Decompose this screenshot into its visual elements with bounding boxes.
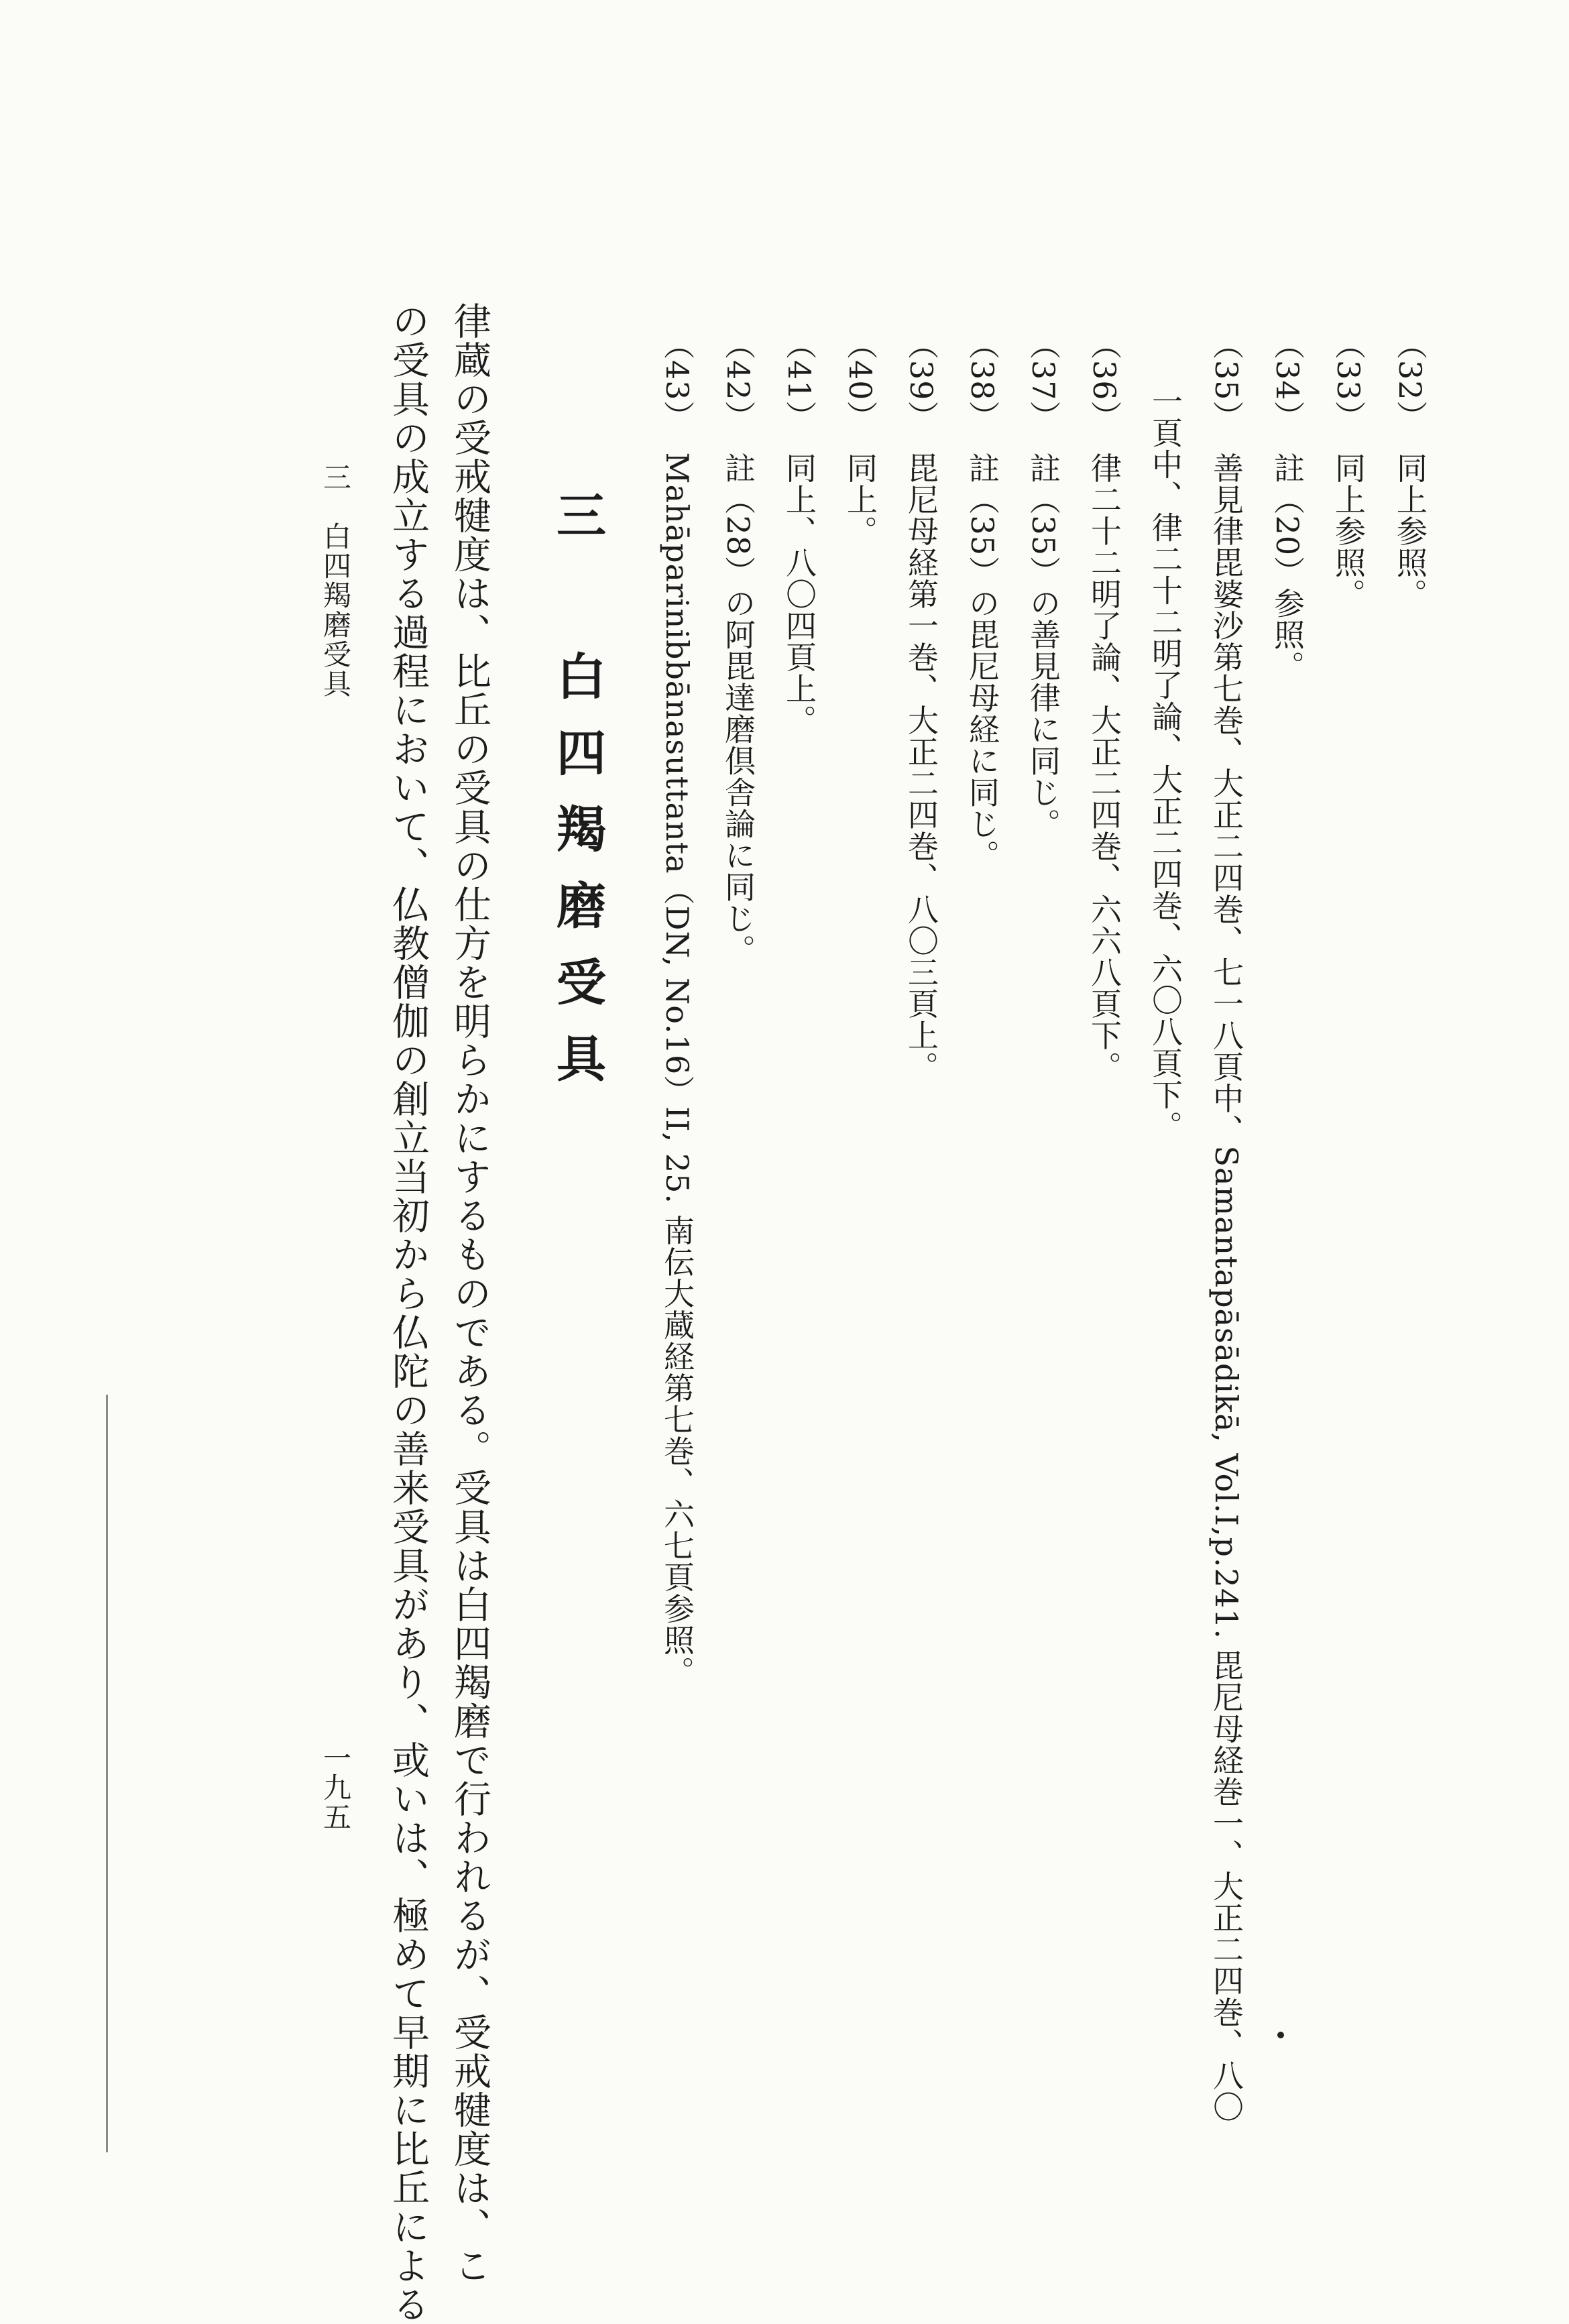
note-text: 一頁中、律二十二明了論、大正二四巻、六〇八頁下。 — [1147, 386, 1183, 1142]
note-number: （38） — [964, 329, 1000, 432]
note-text: 同上参照。 — [1392, 452, 1428, 610]
note-number: （36） — [1086, 329, 1122, 432]
note-text: 同上、八〇四頁上。 — [781, 452, 817, 736]
note-number: （33） — [1330, 329, 1367, 432]
body-paragraph-line-1: 律蔵の受戒犍度は、比丘の受具の仕方を明らかにするものである。受具は白四羯磨で行われるが、受戒犍度は、こ — [448, 302, 491, 2285]
binding-edge-line — [106, 1395, 108, 2152]
note-text: 律二十二明了論、大正二四巻、六六八頁下。 — [1086, 452, 1122, 1083]
section-heading: 三 白四羯磨受具 — [548, 489, 606, 1109]
note-text: 註（35）の善見律に同じ。 — [1025, 452, 1061, 840]
note-number: （34） — [1269, 329, 1305, 432]
note-number: （42） — [720, 329, 756, 432]
note-number: （41） — [781, 329, 817, 432]
note-number: （39） — [903, 329, 939, 432]
note-text: 註（35）の毘尼母経に同じ。 — [964, 452, 1000, 872]
note-35-continued — [1147, 386, 1183, 1142]
note-text: Mahāparinibbānasuttanta（DN, No.16）II, 25. 南伝大蔵経第七巻、六七頁参照。 — [659, 452, 695, 1688]
note-40 — [842, 329, 878, 547]
note-number: （35） — [1208, 329, 1244, 432]
note-text: 毘尼母経第一巻、大正二四巻、八〇三頁上。 — [903, 452, 939, 1083]
running-section-title: 三 白四羯磨受具 — [319, 463, 352, 699]
note-number: （43） — [659, 329, 695, 432]
page-number: 一九五 — [319, 1743, 352, 1832]
note-38 — [964, 329, 1000, 872]
note-number: （32） — [1392, 329, 1428, 432]
note-36 — [1086, 329, 1122, 1083]
scan-speck — [1277, 2032, 1284, 2038]
note-text: 註（28）の阿毘達磨倶舎論に同じ。 — [720, 452, 756, 966]
note-42 — [720, 329, 756, 966]
note-41 — [781, 329, 817, 736]
note-35 — [1208, 329, 1244, 2123]
note-37 — [1025, 329, 1061, 840]
note-text: 同上参照。 — [1330, 452, 1367, 610]
note-text: 註（20）参照。 — [1269, 452, 1305, 683]
note-number: （40） — [842, 329, 878, 432]
note-32 — [1392, 329, 1428, 610]
note-number: （37） — [1025, 329, 1061, 432]
note-43 — [659, 329, 695, 1688]
note-text: 同上。 — [842, 452, 878, 547]
note-33 — [1330, 329, 1367, 610]
note-39 — [903, 329, 939, 1083]
body-paragraph-line-2: の受具の成立する過程において、仏教僧伽の創立当初から仏陀の善来受具があり、或いは、極めて早期に比丘による — [386, 302, 430, 2324]
note-34 — [1269, 329, 1305, 683]
note-text: 善見律毘婆沙第七巻、大正二四巻、七一八頁中、Samantapāsādikā, Vol.I,p.241. 毘尼母経巻一、大正二四巻、八〇 — [1208, 452, 1244, 2123]
